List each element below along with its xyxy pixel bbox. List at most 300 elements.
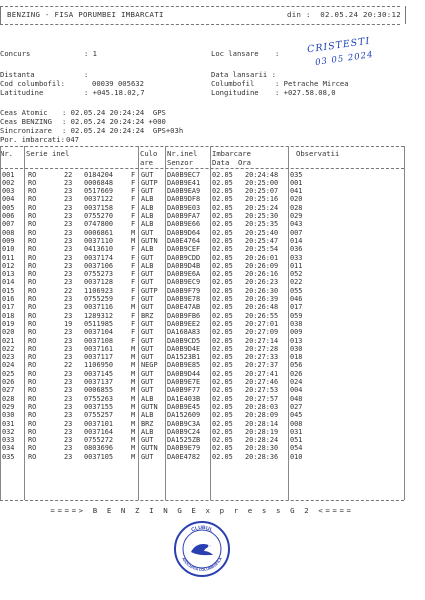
cell-sex: M — [131, 411, 136, 420]
cell-color: ALB — [141, 245, 154, 254]
cell-sex: F — [131, 286, 136, 295]
cell-country: RO — [28, 328, 37, 337]
cell-nr: 027 — [2, 386, 15, 395]
cell-ring: 0037174 — [84, 253, 114, 262]
cell-country: RO — [28, 369, 37, 378]
col-culoare-header-1: Culo — [140, 149, 158, 158]
cell-date: 02.05 — [212, 236, 233, 245]
cell-nr: 014 — [2, 278, 15, 287]
cell-color: GUT — [141, 336, 154, 345]
svg-text:CLUBUL — [190, 525, 213, 533]
cell-sensor: DA0B9DF8 — [167, 195, 201, 204]
cell-date: 02.05 — [212, 195, 233, 204]
footer-brand: ====> B E N Z I N G E x p r e s s G 2 <==== — [50, 506, 354, 515]
cell-date: 02.05 — [212, 328, 233, 337]
cell-time: 20:28:03 — [245, 402, 279, 411]
cell-sex: M — [131, 427, 136, 436]
cell-nr: 013 — [2, 270, 15, 279]
benzing-label: Ceas BENZING — [0, 117, 52, 126]
cell-ring: 0184204 — [84, 170, 114, 179]
cell-sex: F — [131, 336, 136, 345]
cell-country: RO — [28, 295, 37, 303]
cell-sensor: DA0B9C24 — [167, 427, 201, 436]
atomic-label: Ceas Atomic — [0, 108, 48, 117]
sync-value: : 02.05.24 20:24:24 GPS+03h — [62, 126, 184, 135]
cell-sensor: DA0B9E03 — [167, 203, 201, 212]
concurs-row — [0, 49, 30, 58]
cell-color: GUT — [141, 353, 154, 362]
cell-time: 20:27:01 — [245, 319, 279, 328]
loc-lansare-colon: : — [275, 49, 280, 58]
cell-color: ALB — [141, 411, 154, 420]
cell-obs: 028 — [290, 203, 303, 212]
cell-date: 02.05 — [212, 427, 233, 436]
cell-sex: F — [131, 328, 136, 337]
cell-country: RO — [28, 203, 37, 212]
cell-year: 23 — [64, 195, 73, 204]
cell-color: ALB — [141, 212, 154, 220]
cell-year: 23 — [64, 344, 73, 353]
sync-label: Sincronizare — [0, 126, 52, 135]
cell-year: 23 — [64, 419, 73, 428]
cell-ring: 0006861 — [84, 228, 114, 237]
longitudine-label: Longitudine — [211, 88, 259, 97]
cell-country: RO — [28, 336, 37, 345]
cell-ring: 0037101 — [84, 419, 114, 428]
cell-obs: 008 — [290, 419, 303, 428]
cell-ring: 0037106 — [84, 261, 114, 270]
cell-obs: 030 — [290, 344, 303, 353]
cell-country: RO — [28, 344, 37, 353]
table-row — [0, 395, 404, 403]
cell-date: 02.05 — [212, 220, 233, 229]
cell-date: 02.05 — [212, 402, 233, 411]
cell-nr: 022 — [2, 344, 15, 353]
cell-sex: M — [131, 419, 136, 428]
cell-ring: 0037122 — [84, 195, 114, 204]
cell-color: GUT — [141, 319, 154, 328]
document-date — [287, 10, 401, 19]
cell-year: 23 — [64, 328, 73, 337]
cell-nr: 006 — [2, 212, 15, 220]
cell-country: RO — [28, 245, 37, 254]
cell-time: 20:26:09 — [245, 261, 279, 270]
cell-nr: 007 — [2, 220, 15, 229]
cell-date: 02.05 — [212, 170, 233, 179]
table-row — [0, 237, 404, 245]
cell-time: 20:24:48 — [245, 170, 279, 179]
cell-date: 02.05 — [212, 319, 233, 328]
table-row — [0, 270, 404, 278]
cell-sex: M — [131, 378, 136, 386]
cell-ring: 0755263 — [84, 394, 114, 403]
cell-obs: 009 — [290, 328, 303, 337]
cell-obs: 020 — [290, 195, 303, 204]
cell-country: RO — [28, 170, 37, 179]
date-value: 02.05.24 20:30:12 — [320, 10, 401, 19]
cell-time: 20:27:33 — [245, 353, 279, 362]
cell-color: GUTP — [141, 286, 158, 295]
cell-date: 02.05 — [212, 386, 233, 395]
cell-color: GUT — [141, 378, 154, 386]
cell-nr: 004 — [2, 195, 15, 204]
cell-sex: F — [131, 195, 136, 204]
cell-country: RO — [28, 286, 37, 295]
cell-ring: 0037137 — [84, 378, 114, 386]
cell-sensor: DA0B9EC9 — [167, 278, 201, 287]
cell-nr: 009 — [2, 236, 15, 245]
cell-sensor: DA0B9E66 — [167, 220, 201, 229]
cell-country: RO — [28, 195, 37, 204]
cell-sensor: DA0B9FA7 — [167, 212, 201, 220]
cell-country: RO — [28, 236, 37, 245]
cell-year: 23 — [64, 245, 73, 254]
cell-sex: M — [131, 344, 136, 353]
cell-date: 02.05 — [212, 295, 233, 303]
cell-sensor: DA1523B1 — [167, 353, 201, 362]
stamp-text-top: CLUBUL — [190, 524, 214, 534]
cell-sensor: DA0B9F77 — [167, 386, 201, 395]
cell-time: 20:25:00 — [245, 178, 279, 187]
cell-ring: 0037116 — [84, 303, 114, 312]
cell-obs: 059 — [290, 311, 303, 320]
cell-time: 20:27:46 — [245, 378, 279, 386]
cell-ring: 0755270 — [84, 212, 114, 220]
table-row — [0, 187, 404, 195]
cell-sex: F — [131, 203, 136, 212]
cell-obs: 029 — [290, 212, 303, 220]
cell-year: 23 — [64, 411, 73, 420]
cell-obs: 010 — [290, 452, 303, 461]
distanta-colon: : — [84, 70, 89, 79]
cell-year: 23 — [64, 353, 73, 362]
cell-sex: M — [131, 361, 136, 370]
cell-date: 02.05 — [212, 353, 233, 362]
cell-time: 20:28:24 — [245, 436, 279, 445]
cell-year: 19 — [64, 319, 73, 328]
cell-time: 20:26:39 — [245, 295, 279, 303]
cell-date: 02.05 — [212, 419, 233, 428]
table-row — [0, 295, 404, 303]
cell-date: 02.05 — [212, 344, 233, 353]
cell-obs: 026 — [290, 369, 303, 378]
cell-sensor: DA0B9E79 — [167, 444, 201, 453]
cell-time: 20:26:23 — [245, 278, 279, 287]
cell-color: GUT — [141, 328, 154, 337]
table-row — [0, 370, 404, 378]
cell-date: 02.05 — [212, 286, 233, 295]
cell-nr: 012 — [2, 261, 15, 270]
cell-country: RO — [28, 270, 37, 279]
cell-year: 23 — [64, 311, 73, 320]
col-culoare-header-2: are — [140, 158, 153, 167]
latitudine-value: : +045.18.02,7 — [84, 88, 145, 97]
columbofil-value: : Petrache Mircea — [275, 79, 349, 88]
cell-ring: 0747800 — [84, 220, 114, 229]
cell-sex: F — [131, 178, 136, 187]
data-lansarii-label: Data lansarii : — [211, 70, 276, 79]
table-row — [0, 254, 404, 262]
cell-sensor: DA0B9D4B — [167, 261, 201, 270]
cell-year: 23 — [64, 386, 73, 395]
cell-sensor: DA0B9D4E — [167, 344, 201, 353]
table-row — [0, 312, 404, 320]
cell-color: NEGP — [141, 361, 158, 370]
cell-nr: 018 — [2, 311, 15, 320]
cell-date: 02.05 — [212, 436, 233, 445]
cell-date: 02.05 — [212, 452, 233, 461]
col-serie-header: Serie inel — [26, 149, 70, 158]
table-bottom-rule — [0, 500, 404, 501]
cell-date: 02.05 — [212, 411, 233, 420]
cell-nr: 029 — [2, 402, 15, 411]
cell-nr: 017 — [2, 303, 15, 312]
cell-year: 23 — [64, 394, 73, 403]
cell-year: 23 — [64, 203, 73, 212]
cell-obs: 001 — [290, 178, 303, 187]
cell-sensor: DA152609 — [167, 411, 201, 420]
cell-sensor: DA0B9CEF — [167, 245, 201, 254]
cell-obs: 013 — [290, 336, 303, 345]
cell-color: ALB — [141, 427, 154, 436]
cell-ring: 0006848 — [84, 178, 114, 187]
cell-sensor: DA0B9E45 — [167, 402, 201, 411]
cell-country: RO — [28, 178, 37, 187]
cell-obs: 038 — [290, 319, 303, 328]
cell-year: 23 — [64, 187, 73, 196]
cell-color: GUT — [141, 303, 154, 312]
cell-date: 02.05 — [212, 278, 233, 287]
header-bottom-rule — [0, 24, 400, 25]
cell-color: GUT — [141, 270, 154, 279]
table-row — [0, 353, 404, 361]
cell-year: 23 — [64, 278, 73, 287]
table-top-rule — [0, 146, 404, 147]
cell-time: 20:28:14 — [245, 419, 279, 428]
cell-ring: 0037161 — [84, 344, 114, 353]
cell-time: 20:27:57 — [245, 394, 279, 403]
cell-date: 02.05 — [212, 187, 233, 196]
table-row — [0, 229, 404, 237]
cell-year: 22 — [64, 361, 73, 370]
handwritten-date: 03 05 2024 — [314, 49, 375, 69]
cell-obs: 043 — [290, 220, 303, 229]
cell-color: GUT — [141, 452, 154, 461]
cell-obs: 018 — [290, 353, 303, 362]
latitudine-label: Latitudine — [0, 88, 44, 97]
cell-year: 23 — [64, 402, 73, 411]
cell-time: 20:28:09 — [245, 411, 279, 420]
table-row — [0, 444, 404, 452]
cell-nr: 028 — [2, 394, 15, 403]
cell-country: RO — [28, 411, 37, 420]
cell-country: RO — [28, 361, 37, 370]
cell-country: RO — [28, 353, 37, 362]
cell-year: 23 — [64, 220, 73, 229]
cell-obs: 017 — [290, 303, 303, 312]
cell-sex: F — [131, 187, 136, 196]
col-nr-header: Nr. — [0, 149, 13, 158]
cell-date: 02.05 — [212, 245, 233, 254]
cell-country: RO — [28, 187, 37, 196]
table-row — [0, 212, 404, 220]
cell-ring: 0755273 — [84, 270, 114, 279]
table-row — [0, 378, 404, 386]
cell-nr: 002 — [2, 178, 15, 187]
cell-sex: F — [131, 253, 136, 262]
cell-time: 20:27:14 — [245, 336, 279, 345]
cell-sex: F — [131, 220, 136, 229]
cell-nr: 003 — [2, 187, 15, 196]
cell-color: GUTN — [141, 402, 158, 411]
cell-ring: 0037145 — [84, 369, 114, 378]
cell-color: GUT — [141, 436, 154, 445]
cell-time: 20:25:24 — [245, 203, 279, 212]
cell-obs: 036 — [290, 245, 303, 254]
concurs-value: 1 — [92, 49, 97, 58]
cell-ring: 0413610 — [84, 245, 114, 254]
date-label: din : — [287, 10, 311, 19]
cell-sensor: DA0B9E78 — [167, 295, 201, 303]
cell-sex: M — [131, 436, 136, 445]
table-row — [0, 386, 404, 394]
cell-time: 20:25:30 — [245, 212, 279, 220]
cell-sensor: DA168A83 — [167, 328, 201, 337]
cell-year: 23 — [64, 427, 73, 436]
cell-year: 23 — [64, 253, 73, 262]
cell-sex: M — [131, 353, 136, 362]
table-row — [0, 453, 404, 461]
cell-ring: 0511985 — [84, 319, 114, 328]
cell-time: 20:25:54 — [245, 245, 279, 254]
cell-sex: M — [131, 452, 136, 461]
cell-ring: 1106950 — [84, 361, 114, 370]
table-row — [0, 303, 404, 311]
cell-country: RO — [28, 436, 37, 445]
cell-sensor: DA0B9E6A — [167, 270, 201, 279]
table-row — [0, 320, 404, 328]
cell-nr: 020 — [2, 328, 15, 337]
cell-ring: 0037104 — [84, 328, 114, 337]
cell-obs: 024 — [290, 378, 303, 386]
table-row — [0, 195, 404, 203]
benzing-value: : 02.05.24 20:24:24 +000 — [62, 117, 166, 126]
cell-year: 23 — [64, 295, 73, 303]
cell-date: 02.05 — [212, 261, 233, 270]
cell-color: GUT — [141, 253, 154, 262]
cell-obs: 052 — [290, 270, 303, 279]
cell-sex: F — [131, 311, 136, 320]
cell-date: 02.05 — [212, 369, 233, 378]
cell-date: 02.05 — [212, 212, 233, 220]
cell-color: ALB — [141, 220, 154, 229]
cell-time: 20:26:48 — [245, 303, 279, 312]
cell-sensor: DA0B9D64 — [167, 228, 201, 237]
cell-time: 20:26:30 — [245, 286, 279, 295]
cell-sensor: DA0B9C3A — [167, 419, 201, 428]
concurs-value-row: : 1 — [84, 49, 97, 58]
col-nrinel-header-1: Nr.inel — [167, 149, 198, 158]
columbofil-label: Columbofil — [211, 79, 255, 88]
cell-ring: 0037155 — [84, 402, 114, 411]
cell-obs: 055 — [290, 286, 303, 295]
cell-sensor: DA0B9E7E — [167, 378, 201, 386]
cell-ring: 0037110 — [84, 236, 114, 245]
concurs-label: Concurs — [0, 49, 31, 58]
cell-sensor: DA0E4782 — [167, 452, 201, 461]
cell-sensor: DA0B9F79 — [167, 286, 201, 295]
cell-nr: 032 — [2, 427, 15, 436]
cell-time: 20:27:41 — [245, 369, 279, 378]
table-right-border — [404, 146, 405, 500]
cell-sex: F — [131, 212, 136, 220]
col-nrinel-header-2: Senzor — [167, 158, 193, 167]
cell-time: 20:25:40 — [245, 228, 279, 237]
cell-date: 02.05 — [212, 178, 233, 187]
table-row — [0, 337, 404, 345]
table-header-rule — [0, 168, 404, 169]
cell-country: RO — [28, 319, 37, 328]
cell-ring: 1106923 — [84, 286, 114, 295]
cell-country: RO — [28, 261, 37, 270]
cell-time: 20:25:16 — [245, 195, 279, 204]
cell-obs: 033 — [290, 253, 303, 262]
cell-country: RO — [28, 394, 37, 403]
cell-country: RO — [28, 386, 37, 395]
cell-obs: 022 — [290, 278, 303, 287]
cell-time: 20:28:36 — [245, 452, 279, 461]
cell-nr: 023 — [2, 353, 15, 362]
col-obs-header: Observatii — [296, 149, 340, 158]
table-row — [0, 436, 404, 444]
cell-year: 23 — [64, 378, 73, 386]
cell-date: 02.05 — [212, 394, 233, 403]
cell-color: GUT — [141, 170, 154, 179]
cell-ring: 0803696 — [84, 444, 114, 453]
cell-date: 02.05 — [212, 361, 233, 370]
cell-date: 02.05 — [212, 203, 233, 212]
cell-nr: 019 — [2, 319, 15, 328]
table-row — [0, 361, 404, 369]
table-row — [0, 328, 404, 336]
cell-year: 23 — [64, 444, 73, 453]
handwritten-location: CRISTESTI — [306, 35, 372, 56]
cell-date: 02.05 — [212, 270, 233, 279]
table-row — [0, 204, 404, 212]
cell-obs: 041 — [290, 187, 303, 196]
cell-country: RO — [28, 378, 37, 386]
cell-sex: M — [131, 236, 136, 245]
cell-nr: 031 — [2, 419, 15, 428]
cell-ring: 0037158 — [84, 203, 114, 212]
cell-obs: 007 — [290, 228, 303, 237]
cell-sex: M — [131, 444, 136, 453]
cell-year: 23 — [64, 303, 73, 312]
cell-nr: 021 — [2, 336, 15, 345]
cell-color: GUT — [141, 386, 154, 395]
cell-color: ALB — [141, 203, 154, 212]
cell-color: ALB — [141, 195, 154, 204]
cell-obs: 011 — [290, 261, 303, 270]
cod-label: Cod columbofil: — [0, 79, 65, 88]
cell-obs: 051 — [290, 436, 303, 445]
cell-nr: 008 — [2, 228, 15, 237]
cell-obs: 054 — [290, 444, 303, 453]
cell-sensor: DA0B9D44 — [167, 369, 201, 378]
cell-color: GUT — [141, 344, 154, 353]
cell-country: RO — [28, 419, 37, 428]
table-row — [0, 220, 404, 228]
